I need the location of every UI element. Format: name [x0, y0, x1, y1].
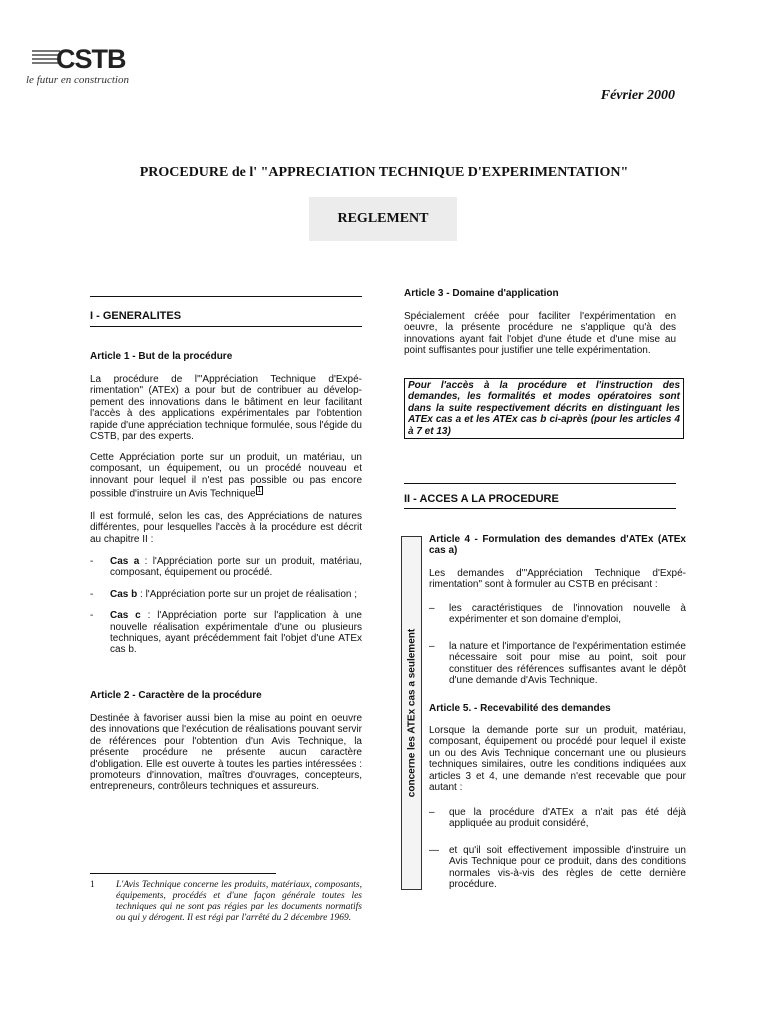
article-5-list	[429, 807, 686, 900]
list-item: - Cas a : l'Appréciation porte sur un produit, matériau, composant, équipement ou procédé.	[90, 556, 362, 579]
list-item: – les caractéristiques de l'innovation nouvelle à expérimenter et son domaine d'emploi,	[429, 603, 686, 626]
article-4-paragraph-1: Les demandes d'"Appréciation Technique d'Expé-rimentation" sont à formuler au CSTB en précisant :	[429, 568, 686, 591]
article-5-paragraph-1: Lorsque la demande porte sur un produit, matériau, composant, équipement ou procédé pour lequel il existe un ou des Avis Technique concernant une ou plusieurs techniques similaires, outre les conditions indiquées aux articles 3 et 4, une demande n'est recevable que pour autant :	[429, 725, 686, 794]
section-2-rule-bottom	[404, 508, 676, 509]
article-4-title: Article 4 - Formulation des demandes d'ATEx (ATEx cas a)	[429, 534, 686, 557]
article-1-title: Article 1 - But de la procédure	[90, 351, 233, 362]
article-1-paragraph-2-text: Cette Appréciation porte sur un produit, un matériau, un composant, un équipement, ou un procédé nouveau et innovant pour lequel il n'est pas possible ou pas encore possible d'instruire un Avis Technique	[90, 452, 362, 500]
footnote	[90, 880, 362, 924]
article-1-paragraph-1: La procédure de l'"Appréciation Technique d'Expé-rimentation" (ATEx) a pour but de contribuer au dévelop-pement des innovations dans le bâtiment en leur facilitant l'accès à des applications expérimentales par l'obtention rapide d'une appréciation technique formulée, sous l'égide du CSTB, par des experts.	[90, 374, 362, 443]
document-subtitle	[309, 197, 457, 241]
section-rule-top	[90, 296, 362, 297]
article-1-paragraph-2	[90, 452, 362, 500]
side-label-text: concerne les ATEx cas a seulement	[406, 628, 417, 798]
section-heading-generalites: I - GENERALITES	[90, 310, 182, 322]
article-5-title: Article 5. - Recevabilité des demandes	[429, 703, 611, 714]
footnote-number: 1	[90, 880, 95, 890]
list-item: — et qu'il soit effectivement impossible d'instruire un Avis Technique pour ce produit, dans des conditions normales vis-à-vis des règles de cette dernière procédure.	[429, 844, 686, 891]
cases-list	[90, 556, 362, 666]
case-label: Cas a	[110, 556, 140, 567]
article-2-title: Article 2 - Caractère de la procédure	[90, 690, 262, 701]
article-1-paragraph-3: Il est formulé, selon les cas, des Appréciations de natures différentes, pour lesquelles l'accès à la procédure est décrit au chapitre II :	[90, 511, 362, 545]
document-date: Février 2000	[600, 88, 675, 103]
footnote-text: L'Avis Technique concerne les produits, matériaux, composants, équipements, procédés et d'une façon générale toutes les techniques qui ne sont pas régies par les documents normatifs ou qui y dérogent. Il est régi par l'arrêté du 2 décembre 1969.	[116, 880, 362, 923]
case-label: Cas c	[110, 610, 141, 622]
side-label-box	[401, 536, 422, 890]
section-rule-bottom	[90, 326, 362, 327]
cstb-logo	[26, 46, 146, 91]
section-heading-acces: II - ACCES A LA PROCEDURE	[404, 493, 559, 505]
list-item: - Cas c : l'Appréciation porte sur l'application à une nouvelle réalisation expérimentale d'une ou plusieurs techniques, ayant précédemment fait l'objet d'une ATEx cas b.	[90, 610, 362, 656]
list-item: - Cas b : l'Appréciation porte sur un projet de réalisation ;	[90, 588, 358, 600]
footnote-separator	[90, 873, 276, 874]
logo-text: CSTB	[56, 44, 126, 74]
article-3-boxed-note: Pour l'accès à la procédure et l'instruction des demandes, les formalités et modes opératoires sont dans la suite respectivement décrits en distinguant les ATEx cas a et les ATEx cas b ci-après (pour les articles 4 à 7 et 13)	[404, 378, 684, 439]
article-3-title: Article 3 - Domaine d'application	[404, 288, 559, 299]
list-item: – la nature et l'importance de l'expérimentation estimée nécessaire soit pour mise au point, soit pour constituer des références suffisantes avant le dépôt d'une demande d'Avis Technique.	[429, 640, 686, 687]
logo-tagline: le futur en construction	[26, 74, 129, 86]
article-4-list	[429, 603, 686, 696]
section-2-rule-top	[404, 483, 676, 484]
case-label: Cas b	[110, 588, 138, 600]
list-item: – que la procédure d'ATEx a n'ait pas été déjà appliquée au produit considéré,	[429, 807, 686, 830]
article-2-paragraph-1: Destinée à favoriser aussi bien la mise au point en oeuvre des innovations que l'exécution de réalisations pouvant servir de références pour l'obtention d'un Avis Technique, la présente procédure ne présente aucun caractère d'obligation. Elle est ouverte à toutes les parties intéressées : promoteurs d'innovation, maîtres d'ouvrages, concepteurs, entrepreneurs, contrôleurs techniques et assureurs.	[90, 713, 362, 793]
article-3-paragraph-1: Spécialement créée pour faciliter l'expérimentation en oeuvre, la présente procédure ne s'applique qu'à des innovations ayant fait l'objet d'une étude et d'une mise au point suffisantes pour justifier une telle expérimentation.	[404, 311, 676, 357]
footnote-marker[interactable]: 1	[257, 487, 262, 495]
document-title: PROCEDURE de l' "APPRECIATION TECHNIQUE D'EXPERIMENTATION"	[139, 165, 629, 180]
subtitle-text: REGLEMENT	[337, 211, 429, 226]
